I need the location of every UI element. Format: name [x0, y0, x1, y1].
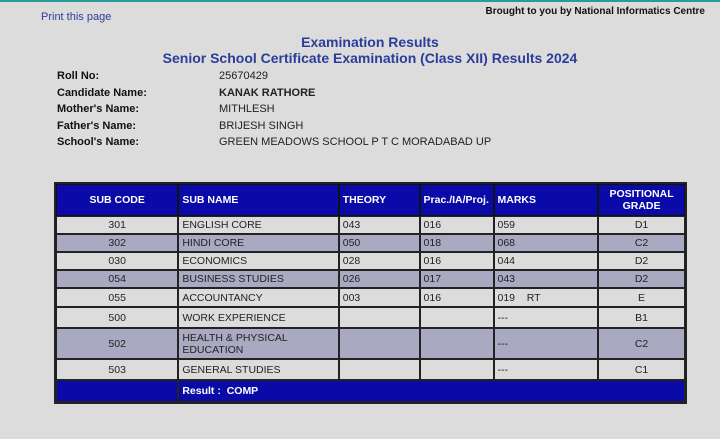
- cell-grade: C1: [598, 359, 685, 380]
- cell-grade: C2: [598, 328, 685, 359]
- col-header-sub-name: SUB NAME: [178, 184, 338, 216]
- cell-sub-name: GENERAL STUDIES: [178, 359, 338, 380]
- cell-sub-code: 503: [56, 359, 178, 380]
- cell-sub-name: ENGLISH CORE: [178, 216, 338, 234]
- cell-sub-code: 302: [56, 234, 178, 252]
- table-row: [56, 359, 685, 380]
- cell-sub-code: 301: [56, 216, 178, 234]
- cell-practical: 016: [420, 252, 494, 270]
- cell-theory: [339, 359, 420, 380]
- page-subtitle: Senior School Certificate Examination (Class XII) Results 2024: [162, 50, 578, 66]
- cell-sub-name: ACCOUNTANCY: [178, 288, 338, 307]
- detail-label: Roll No:: [57, 70, 100, 83]
- detail-father-name: [57, 118, 491, 135]
- cell-sub-code: 054: [56, 270, 178, 288]
- cell-sub-name: HINDI CORE: [178, 234, 338, 252]
- detail-label: Candidate Name:: [57, 86, 147, 99]
- col-header-practical: Prac./IA/Proj.: [420, 184, 494, 216]
- cell-sub-name: HEALTH & PHYSICAL EDUCATION: [178, 328, 338, 359]
- cell-grade: B1: [598, 307, 685, 328]
- cell-grade: C2: [598, 234, 685, 252]
- cell-practical: 018: [420, 234, 494, 252]
- detail-value: BRIJESH SINGH: [219, 119, 304, 132]
- col-header-theory: THEORY: [339, 184, 420, 216]
- result-spacer-cell: [56, 380, 178, 402]
- detail-label: Mother's Name:: [57, 103, 140, 116]
- result-cell: [178, 380, 685, 402]
- results-table: [54, 182, 687, 404]
- cell-grade: E: [598, 288, 685, 307]
- detail-value: GREEN MEADOWS SCHOOL P T C MORADABAD UP: [219, 136, 492, 149]
- table-header-row: [56, 184, 685, 216]
- cell-practical: [420, 307, 494, 328]
- table-row: [56, 252, 685, 270]
- table-row: [56, 270, 685, 288]
- result-value: COMP: [226, 385, 259, 397]
- detail-mother-name: [57, 101, 491, 118]
- page-title: Examination Results: [301, 34, 439, 50]
- cell-marks: 044: [494, 252, 599, 270]
- cell-sub-code: 500: [56, 307, 178, 328]
- col-header-grade: POSITIONAL GRADE: [598, 184, 685, 216]
- detail-value: KANAK RATHORE: [219, 86, 316, 99]
- col-header-marks: MARKS: [494, 184, 599, 216]
- cell-sub-name: WORK EXPERIENCE: [178, 307, 338, 328]
- cell-theory: 003: [339, 288, 420, 307]
- cell-marks: 019 RT: [494, 288, 599, 307]
- cell-practical: 016: [420, 216, 494, 234]
- detail-roll-no: [57, 68, 491, 85]
- detail-label: School's Name:: [57, 136, 140, 149]
- cell-sub-name: BUSINESS STUDIES: [178, 270, 338, 288]
- table-row: [56, 328, 685, 359]
- cell-theory: 050: [339, 234, 420, 252]
- cell-theory: [339, 328, 420, 359]
- detail-label: Father's Name:: [57, 119, 137, 132]
- cell-sub-code: 055: [56, 288, 178, 307]
- cell-practical: 017: [420, 270, 494, 288]
- cell-theory: 043: [339, 216, 420, 234]
- cell-sub-code: 030: [56, 252, 178, 270]
- cell-sub-name: ECONOMICS: [178, 252, 338, 270]
- cell-sub-code: 502: [56, 328, 178, 359]
- cell-marks: 059: [494, 216, 599, 234]
- cell-theory: 028: [339, 252, 420, 270]
- print-page-link[interactable]: Print this page: [41, 11, 112, 23]
- result-row: [56, 380, 685, 402]
- table-row: [56, 288, 685, 307]
- cell-marks: ---: [494, 359, 599, 380]
- cell-marks: 068: [494, 234, 599, 252]
- cell-marks: 043: [494, 270, 599, 288]
- result-label: Result :: [182, 385, 221, 397]
- detail-candidate-name: [57, 85, 491, 102]
- col-header-sub-code: SUB CODE: [56, 184, 178, 216]
- cell-grade: D2: [598, 252, 685, 270]
- candidate-details: [57, 68, 491, 151]
- table-row: [56, 216, 685, 234]
- cell-theory: [339, 307, 420, 328]
- table-row: [56, 234, 685, 252]
- detail-school-name: [57, 134, 491, 151]
- cell-marks: ---: [494, 307, 599, 328]
- cell-practical: 016: [420, 288, 494, 307]
- cell-practical: [420, 328, 494, 359]
- cell-grade: D1: [598, 216, 685, 234]
- detail-value: 25670429: [219, 70, 268, 83]
- brought-by-text: Brought to you by National Informatics Centre: [485, 6, 705, 17]
- top-accent-line: [0, 0, 720, 2]
- cell-grade: D2: [598, 270, 685, 288]
- cell-theory: 026: [339, 270, 420, 288]
- table-row: [56, 307, 685, 328]
- cell-marks: ---: [494, 328, 599, 359]
- cell-practical: [420, 359, 494, 380]
- detail-value: MITHLESH: [219, 103, 275, 116]
